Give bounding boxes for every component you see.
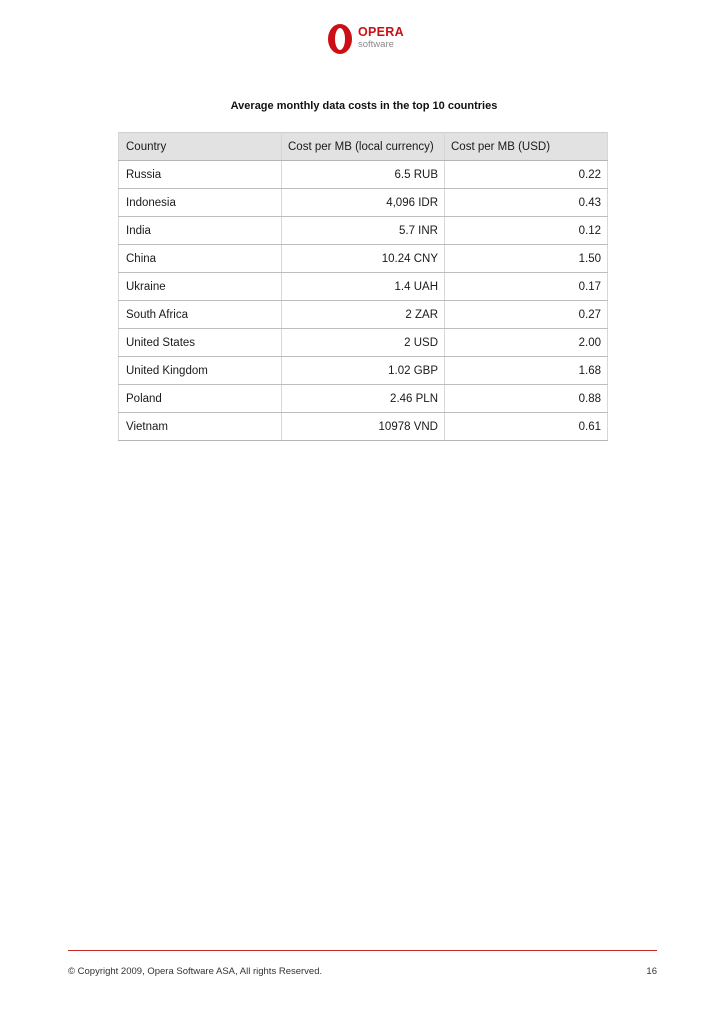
cell-country: Indonesia — [119, 189, 282, 217]
cell-usd-cost: 0.17 — [445, 273, 608, 301]
logo-subtitle: software — [358, 39, 394, 50]
cell-local-cost: 2 ZAR — [282, 301, 445, 329]
column-header-usd-cost: Cost per MB (USD) — [445, 133, 608, 161]
cell-local-cost: 2.46 PLN — [282, 385, 445, 413]
cell-usd-cost: 0.27 — [445, 301, 608, 329]
cell-local-cost: 1.02 GBP — [282, 357, 445, 385]
cell-country: United Kingdom — [119, 357, 282, 385]
table-row — [119, 273, 608, 301]
cell-usd-cost: 1.50 — [445, 245, 608, 273]
table-row — [119, 329, 608, 357]
cell-country: China — [119, 245, 282, 273]
cell-local-cost: 10.24 CNY — [282, 245, 445, 273]
table-header-row — [119, 133, 608, 161]
footer-copyright: © Copyright 2009, Opera Software ASA, All rights Reserved. — [68, 966, 323, 977]
table-row — [119, 357, 608, 385]
table-row — [119, 189, 608, 217]
cell-usd-cost: 0.43 — [445, 189, 608, 217]
cell-country: Poland — [119, 385, 282, 413]
column-header-local-cost: Cost per MB (local currency) — [282, 133, 445, 161]
table-row — [119, 161, 608, 189]
cell-country: Ukraine — [119, 273, 282, 301]
column-header-country: Country — [119, 133, 282, 161]
cell-usd-cost: 0.22 — [445, 161, 608, 189]
page-number: 16 — [646, 966, 657, 977]
cell-country: United States — [119, 329, 282, 357]
table-row — [119, 385, 608, 413]
cell-local-cost: 10978 VND — [282, 413, 445, 441]
cell-country: India — [119, 217, 282, 245]
cell-country: Vietnam — [119, 413, 282, 441]
logo-wordmark: OPERA — [358, 25, 404, 39]
table-title: Average monthly data costs in the top 10 countries — [230, 100, 498, 112]
cell-usd-cost: 1.68 — [445, 357, 608, 385]
footer-divider — [68, 950, 657, 951]
cell-usd-cost: 2.00 — [445, 329, 608, 357]
cell-local-cost: 5.7 INR — [282, 217, 445, 245]
cell-local-cost: 4,096 IDR — [282, 189, 445, 217]
data-costs-table — [118, 132, 608, 441]
opera-software-logo — [326, 22, 416, 58]
table-row — [119, 301, 608, 329]
cell-local-cost: 1.4 UAH — [282, 273, 445, 301]
table-row — [119, 245, 608, 273]
cell-country: Russia — [119, 161, 282, 189]
table-row — [119, 413, 608, 441]
cell-usd-cost: 0.61 — [445, 413, 608, 441]
opera-o-icon — [326, 22, 356, 56]
cell-country: South Africa — [119, 301, 282, 329]
cell-usd-cost: 0.12 — [445, 217, 608, 245]
cell-local-cost: 2 USD — [282, 329, 445, 357]
cell-usd-cost: 0.88 — [445, 385, 608, 413]
table-row — [119, 217, 608, 245]
cell-local-cost: 6.5 RUB — [282, 161, 445, 189]
